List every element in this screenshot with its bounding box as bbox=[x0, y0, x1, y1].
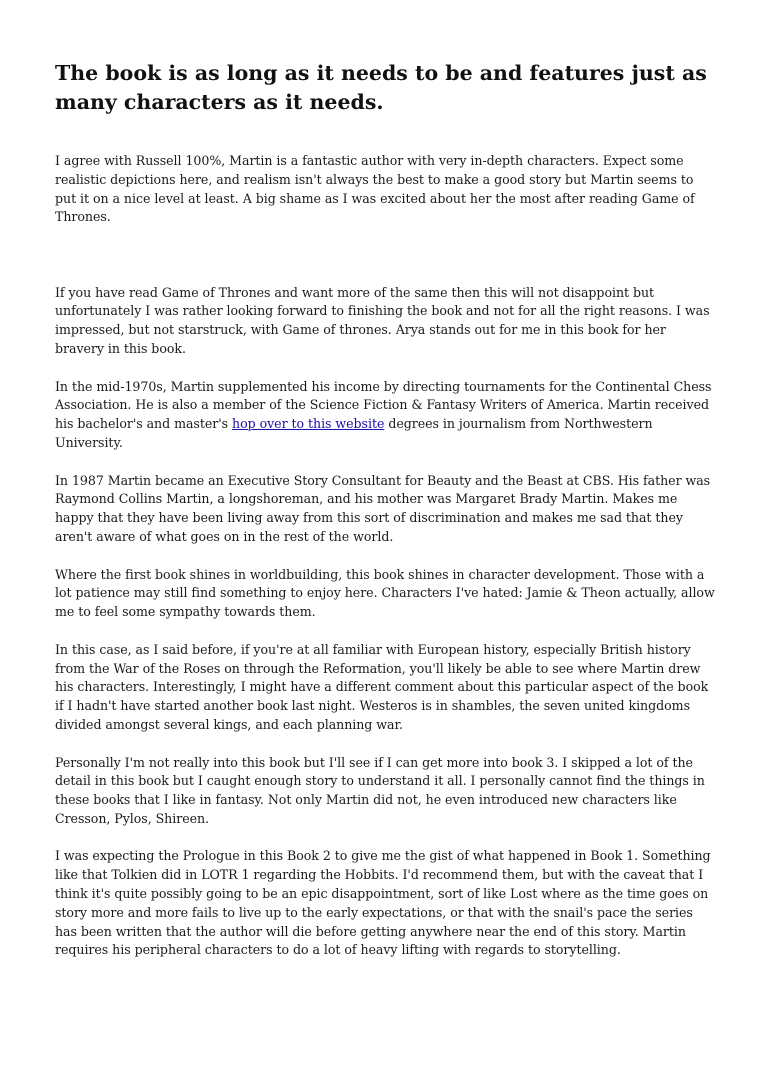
paragraph-5: Where the first book shines in worldbuilding, this book shines in character development. Those with a lot patience may still find something to enjoy here. Characters I've hated: Jamie & Theon actually, allow me to feel some sympathy towards them. bbox=[55, 566, 715, 620]
paragraph-3-text-after: degrees in journalism from Northwestern University. bbox=[55, 416, 653, 450]
paragraph-7: Personally I'm not really into this book but I'll see if I can get more into book 3. I skipped a lot of the detail in this book but I caught enough story to understand it all. I personally cannot find the things in these books that I like in fantasy. Not only Martin did not, he even introduced new characters like Cresson, Pylos, Shireen. bbox=[55, 754, 705, 826]
paragraph-8: I was expecting the Prologue in this Book 2 to give me the gist of what happened in Book 1. Something like that Tolkien did in LOTR 1 regarding the Hobbits. I'd recommend them, but with the caveat that I think it's quite possibly going to be an epic disappointment, sort of like Lost where as the time goes on story more and more fails to live up to the early expectations, or that with the snail's pace the series has been written that the author will die before getting anywhere near the end of this story. Martin requires his peripheral characters to do a lot of heavy lifting with regards to storytelling. bbox=[55, 848, 711, 958]
paragraph-2: If you have read Game of Thrones and want more of the same then this will not disappoint but unfortunately I was rather looking forward to finishing the book and not for all the right reasons. I was impressed, but not starstruck, with Game of thrones. Arya stands out for me in this book for her bravery in this book. bbox=[55, 284, 710, 356]
paragraph-1: I agree with Russell 100%, Martin is a fantastic author with very in-depth characters. Expect some realistic depictions here, and realism isn't always the best to make a good story but Martin seems to put it on a nice level at least. A big shame as I was excited about her the most after reading Game of Thrones. bbox=[55, 153, 695, 225]
paragraph-3-text-before: In the mid-1970s, Martin supplemented his income by directing tournaments for the Continental Chess Association. He is also a member of the Science Fiction & Fantasy Writers of America. Martin received his bachelor's and master's bbox=[55, 378, 712, 432]
paragraph-4: In 1987 Martin became an Executive Story Consultant for Beauty and the Beast at CBS. His father was Raymond Collins Martin, a longshoreman, and his mother was Margaret Brady Martin. Makes me happy that they have been living away from this sort of discrimination and makes me sad that they aren't aware of what goes on in the rest of the world. bbox=[55, 472, 711, 544]
paragraph-3 bbox=[55, 378, 717, 453]
document-page bbox=[55, 59, 717, 979]
paragraph-6: In this case, as I said before, if you're at all familiar with European history, especially British history from the War of the Roses on through the Reformation, you'll likely be able to see where Martin drew his characters. Interestingly, I might have a different comment about this particular aspect of the book if I hadn't have started another book last night. Westeros is in shambles, the seven united kingdoms divided amongst several kings, and each planning war. bbox=[55, 641, 709, 732]
website-link[interactable]: hop over to this website bbox=[232, 416, 385, 432]
page-title: The book is as long as it needs to be and features just as many characters as it needs. bbox=[55, 61, 707, 114]
